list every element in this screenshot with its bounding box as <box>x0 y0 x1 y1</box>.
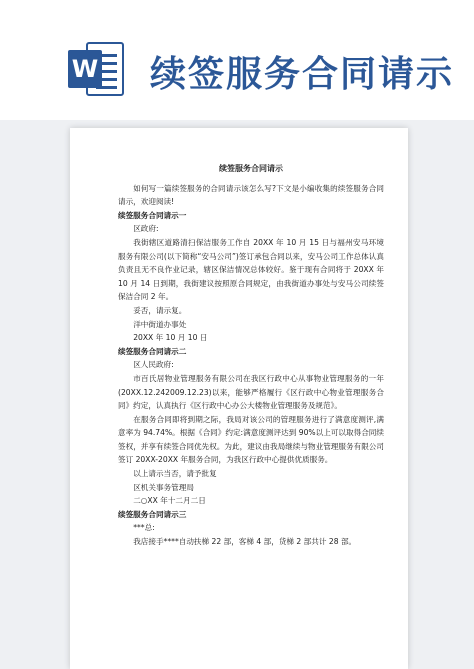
section-2-closing: 以上请示当否，请予批复 <box>133 469 217 479</box>
section-2-heading: 续签服务合同请示二 <box>118 346 187 356</box>
section-3-heading: 续签服务合同请示三 <box>118 509 187 519</box>
word-document-icon: W <box>68 40 124 98</box>
section-1-date: 20XX 年 10 月 10 日 <box>133 333 208 343</box>
banner-title: 续签服务合同请示 <box>150 54 455 95</box>
document-title: 续签服务合同请示 <box>219 164 283 173</box>
document-page <box>70 128 408 669</box>
section-1-salutation: 区政府: <box>133 224 159 234</box>
intro-paragraph: 如何写一篇续签服务的合同请示该怎么写?下文是小编收集的续签服务合同请示，欢迎阅读! <box>118 183 384 207</box>
section-2-body-1: 市百氏居物业管理服务有限公司在我区行政中心从事物业管理服务的一年(20XX.12.242009.12.23)以来，能够严格履行《区行政中心物业管理服务合同》约定，认真执行《区行政中心办公大楼物业管理服务及规范》。 <box>118 373 384 411</box>
section-1-heading: 续签服务合同请示一 <box>118 210 187 220</box>
section-3-body: 我店接手****自动扶梯 22 部，客梯 4 部，货梯 2 部共计 28 部。 <box>133 537 357 547</box>
section-1-closing: 妥否，请示复。 <box>133 305 187 315</box>
section-2-org: 区机关事务管理局 <box>133 482 194 492</box>
banner <box>0 0 474 120</box>
section-1-org: 洋中街道办事处 <box>133 319 187 329</box>
section-2-body-2: 在服务合同即将到期之际，我局对该公司的管理服务进行了满意度测评,满意率为 94.74%。根据《合同》约定:满意度测评达到 90%以上可以取得合同续签权，并享有续签合同优先权。为此，建议由我局继续与物业管理服务有限公司签订 20XX-20XX 年服务合同，为我区行政中心提供优质服务。 <box>118 414 384 465</box>
section-1-body: 我街辖区道路清扫保洁服务工作自 20XX 年 10 月 15 日与福州安马环境服务有限公司(以下简称“安马公司”)签订承包合同以来，安马公司工作总体认真负责且无不良作业记录，辖区保洁情况总体较好。鉴于现有合同将于 20XX 年 10 月 14 日到期，我街建议按照原合同规定，由我街道办事处与安马公司续签保洁合同 2 年。 <box>118 237 384 302</box>
section-3-salutation: ***总: <box>133 523 155 533</box>
section-2-date: 二○XX 年十二月二日 <box>133 496 206 506</box>
section-2-salutation: 区人民政府: <box>133 360 174 370</box>
